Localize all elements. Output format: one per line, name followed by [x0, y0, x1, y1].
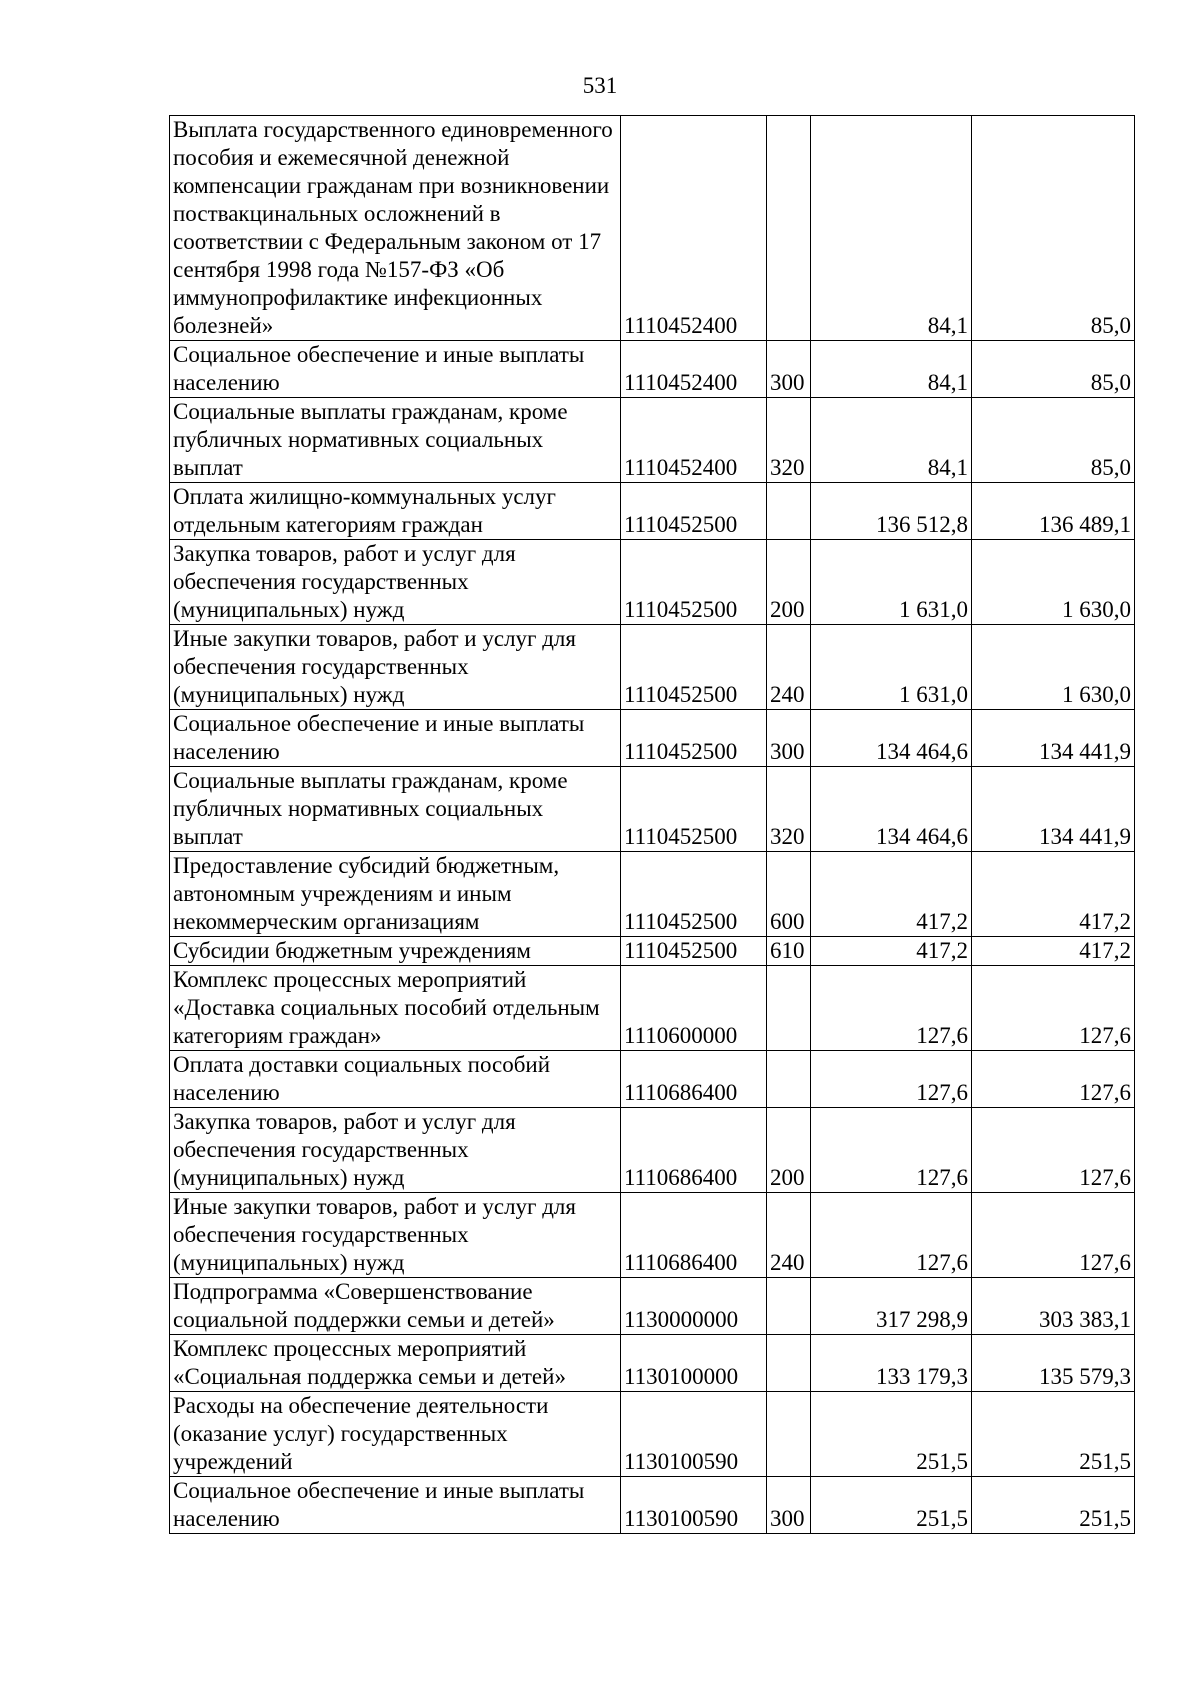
row-code-cell: 1110452400 [621, 398, 767, 483]
row-sum-year2-cell: 1 630,0 [972, 540, 1135, 625]
row-name-cell: Социальное обеспечение и иные выплаты населению [170, 1477, 621, 1534]
row-expense-type-cell: 200 [767, 540, 811, 625]
row-sum-year2-cell: 136 489,1 [972, 483, 1135, 540]
table-row [170, 625, 1135, 710]
row-expense-type-cell: 200 [767, 1108, 811, 1193]
row-sum-year1-cell: 84,1 [811, 398, 972, 483]
row-name-cell: Иные закупки товаров, работ и услуг для обеспечения государственных (муниципальных) нужд [170, 625, 621, 710]
row-sum-year2-cell: 135 579,3 [972, 1335, 1135, 1392]
row-code-cell: 1110452500 [621, 852, 767, 937]
row-code-cell: 1110452500 [621, 540, 767, 625]
row-sum-year1-cell: 134 464,6 [811, 710, 972, 767]
row-name-cell: Комплекс процессных мероприятий «Доставка социальных пособий отдельным категориям граждан» [170, 966, 621, 1051]
row-sum-year2-cell: 134 441,9 [972, 767, 1135, 852]
row-sum-year1-cell: 134 464,6 [811, 767, 972, 852]
table-row [170, 398, 1135, 483]
row-expense-type-cell: 600 [767, 852, 811, 937]
page-number: 531 [582, 73, 618, 98]
table-row [170, 1392, 1135, 1477]
table-row [170, 116, 1135, 341]
table-row [170, 1278, 1135, 1335]
row-code-cell: 1130100590 [621, 1392, 767, 1477]
row-sum-year1-cell: 127,6 [811, 1108, 972, 1193]
row-name-cell: Социальные выплаты гражданам, кроме публичных нормативных социальных выплат [170, 767, 621, 852]
row-sum-year1-cell: 1 631,0 [811, 625, 972, 710]
row-sum-year1-cell: 1 631,0 [811, 540, 972, 625]
row-name-cell: Закупка товаров, работ и услуг для обеспечения государственных (муниципальных) нужд [170, 540, 621, 625]
row-sum-year1-cell: 127,6 [811, 1193, 972, 1278]
row-sum-year2-cell: 303 383,1 [972, 1278, 1135, 1335]
row-expense-type-cell: 320 [767, 398, 811, 483]
row-expense-type-cell: 240 [767, 1193, 811, 1278]
row-code-cell: 1130000000 [621, 1278, 767, 1335]
row-expense-type-cell [767, 1335, 811, 1392]
row-sum-year2-cell: 417,2 [972, 937, 1135, 966]
row-expense-type-cell [767, 1051, 811, 1108]
row-sum-year1-cell: 127,6 [811, 966, 972, 1051]
table-row [170, 341, 1135, 398]
row-expense-type-cell [767, 116, 811, 341]
table-row [170, 483, 1135, 540]
row-code-cell: 1110452500 [621, 937, 767, 966]
row-sum-year2-cell: 417,2 [972, 852, 1135, 937]
row-sum-year2-cell: 251,5 [972, 1392, 1135, 1477]
row-name-cell: Социальные выплаты гражданам, кроме публичных нормативных социальных выплат [170, 398, 621, 483]
row-expense-type-cell: 320 [767, 767, 811, 852]
row-code-cell: 1130100590 [621, 1477, 767, 1534]
row-code-cell: 1110686400 [621, 1108, 767, 1193]
row-sum-year1-cell: 84,1 [811, 341, 972, 398]
budget-table [169, 115, 1135, 1534]
table-row [170, 852, 1135, 937]
row-code-cell: 1110452400 [621, 116, 767, 341]
row-sum-year1-cell: 127,6 [811, 1051, 972, 1108]
row-name-cell: Предоставление субсидий бюджетным, автономным учреждениям и иным некоммерческим организациям [170, 852, 621, 937]
row-name-cell: Оплата жилищно-коммунальных услуг отдельным категориям граждан [170, 483, 621, 540]
table-row [170, 937, 1135, 966]
table-row [170, 540, 1135, 625]
row-sum-year2-cell: 85,0 [972, 341, 1135, 398]
row-name-cell: Оплата доставки социальных пособий населению [170, 1051, 621, 1108]
row-name-cell: Социальное обеспечение и иные выплаты населению [170, 341, 621, 398]
row-expense-type-cell: 610 [767, 937, 811, 966]
row-name-cell: Подпрограмма «Совершенствование социальной поддержки семьи и детей» [170, 1278, 621, 1335]
row-sum-year1-cell: 417,2 [811, 937, 972, 966]
row-expense-type-cell: 300 [767, 341, 811, 398]
row-sum-year1-cell: 417,2 [811, 852, 972, 937]
row-name-cell: Комплекс процессных мероприятий «Социальная поддержка семьи и детей» [170, 1335, 621, 1392]
row-sum-year2-cell: 85,0 [972, 116, 1135, 341]
row-sum-year2-cell: 134 441,9 [972, 710, 1135, 767]
row-code-cell: 1110600000 [621, 966, 767, 1051]
row-sum-year1-cell: 317 298,9 [811, 1278, 972, 1335]
row-name-cell: Расходы на обеспечение деятельности (оказание услуг) государственных учреждений [170, 1392, 621, 1477]
row-sum-year2-cell: 85,0 [972, 398, 1135, 483]
row-name-cell: Выплата государственного единовременного пособия и ежемесячной денежной компенсации гражданам при возникновении поствакцинальных осложнений в соответствии с Федеральным законом от 17 сентября 1998 года №157-ФЗ «Об иммунопрофилактике инфекционных болезней» [170, 116, 621, 341]
row-sum-year2-cell: 127,6 [972, 966, 1135, 1051]
row-sum-year2-cell: 127,6 [972, 1051, 1135, 1108]
row-sum-year2-cell: 1 630,0 [972, 625, 1135, 710]
row-code-cell: 1110452500 [621, 625, 767, 710]
table-row [170, 966, 1135, 1051]
row-sum-year1-cell: 136 512,8 [811, 483, 972, 540]
row-name-cell: Социальное обеспечение и иные выплаты населению [170, 710, 621, 767]
row-name-cell: Иные закупки товаров, работ и услуг для обеспечения государственных (муниципальных) нужд [170, 1193, 621, 1278]
row-code-cell: 1110686400 [621, 1051, 767, 1108]
table-row [170, 1051, 1135, 1108]
row-sum-year2-cell: 127,6 [972, 1108, 1135, 1193]
row-expense-type-cell [767, 1392, 811, 1477]
row-expense-type-cell [767, 483, 811, 540]
row-name-cell: Закупка товаров, работ и услуг для обеспечения государственных (муниципальных) нужд [170, 1108, 621, 1193]
table-row [170, 710, 1135, 767]
row-code-cell: 1110452500 [621, 483, 767, 540]
table-row [170, 1193, 1135, 1278]
row-code-cell: 1110686400 [621, 1193, 767, 1278]
row-sum-year2-cell: 251,5 [972, 1477, 1135, 1534]
table-row [170, 1477, 1135, 1534]
row-code-cell: 1110452500 [621, 710, 767, 767]
row-code-cell: 1130100000 [621, 1335, 767, 1392]
row-sum-year1-cell: 251,5 [811, 1477, 972, 1534]
table-row [170, 767, 1135, 852]
row-expense-type-cell [767, 1278, 811, 1335]
row-sum-year1-cell: 133 179,3 [811, 1335, 972, 1392]
row-sum-year1-cell: 251,5 [811, 1392, 972, 1477]
row-sum-year1-cell: 84,1 [811, 116, 972, 341]
row-code-cell: 1110452400 [621, 341, 767, 398]
row-expense-type-cell: 240 [767, 625, 811, 710]
budget-table-body [170, 116, 1135, 1534]
table-row [170, 1108, 1135, 1193]
row-name-cell: Субсидии бюджетным учреждениям [170, 937, 621, 966]
table-row [170, 1335, 1135, 1392]
row-expense-type-cell [767, 966, 811, 1051]
row-expense-type-cell: 300 [767, 710, 811, 767]
row-expense-type-cell: 300 [767, 1477, 811, 1534]
row-code-cell: 1110452500 [621, 767, 767, 852]
row-sum-year2-cell: 127,6 [972, 1193, 1135, 1278]
